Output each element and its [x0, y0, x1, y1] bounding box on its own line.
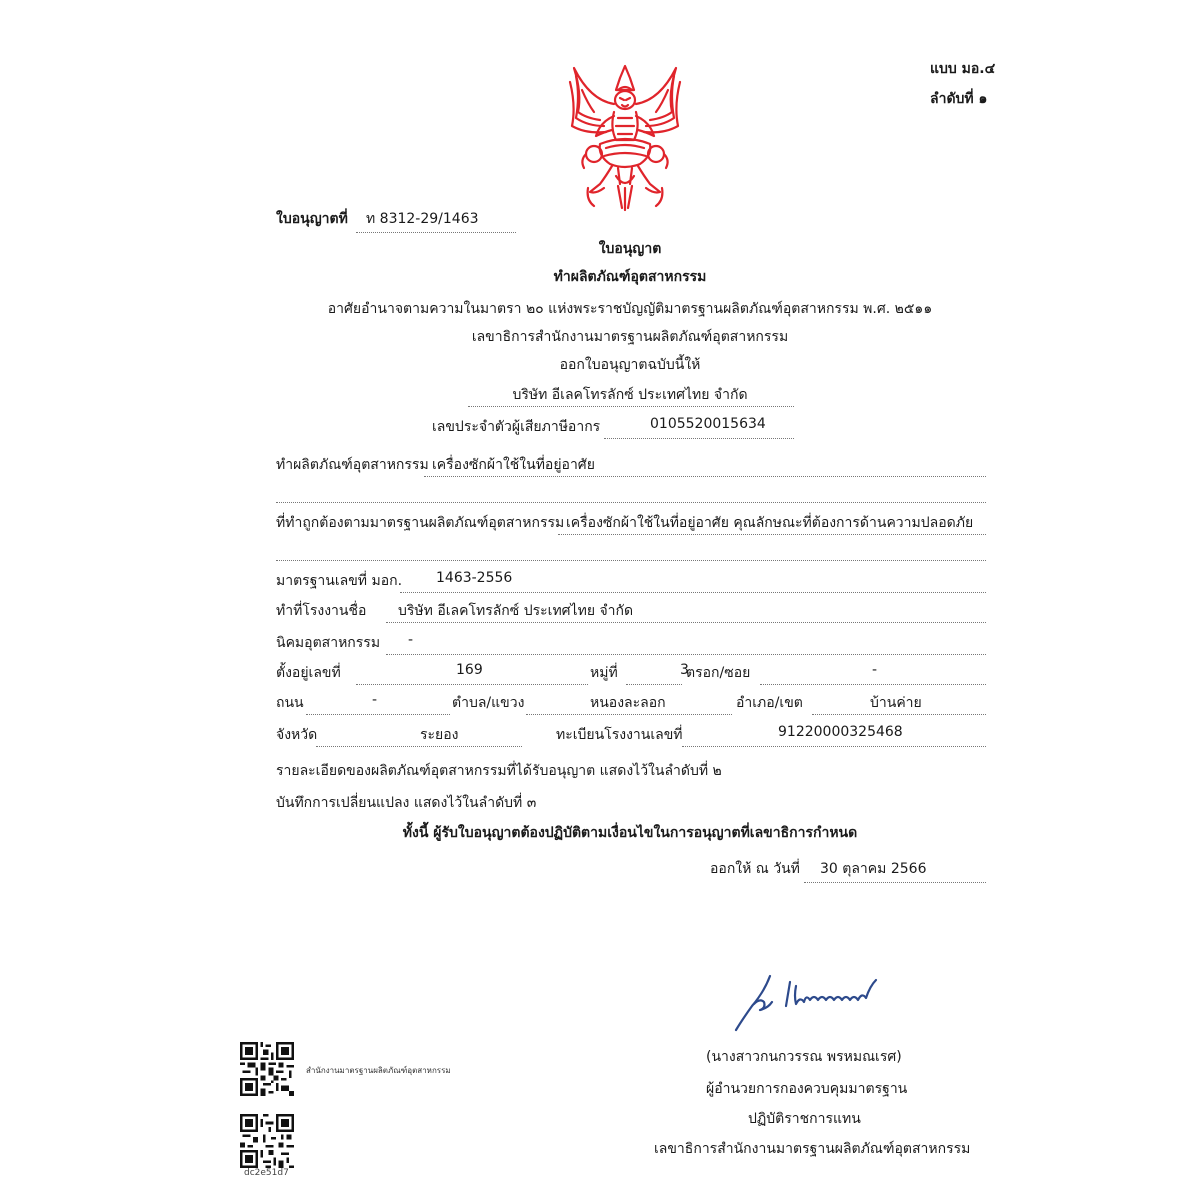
soi-dotline	[760, 684, 986, 685]
soi-label: ตรอก/ซอย	[686, 665, 751, 681]
address-no-label: ตั้งอยู่เลขที่	[276, 665, 341, 681]
issued-value: 30 ตุลาคม 2566	[820, 861, 927, 877]
factory-value: บริษัท อีเลคโทรลักซ์ ประเทศไทย จำกัด	[398, 603, 634, 619]
garuda-emblem-icon	[560, 60, 690, 212]
signatory-position: ผู้อำนวยการกองควบคุมมาตรฐาน	[706, 1081, 908, 1097]
product-value: เครื่องซักผ้าใช้ในที่อยู่อาศัย	[432, 457, 595, 473]
standard-text-label: ที่ทำถูกต้องตามมาตรฐานผลิตภัณฑ์อุตสาหกรรม	[276, 515, 565, 531]
factory-reg-label: ทะเบียนโรงงานเลขที่	[556, 727, 683, 743]
product-dotline-1	[424, 476, 986, 477]
sequence-label: ลำดับที่ ๑	[930, 91, 988, 107]
road-label: ถนน	[276, 695, 304, 711]
product-label: ทำผลิตภัณฑ์อุตสาหกรรม	[276, 457, 429, 473]
standard-text-dotline-1	[558, 534, 986, 535]
province-value: ระยอง	[420, 727, 459, 743]
factory-dotline	[386, 622, 986, 623]
tax-id-value: 0105520015634	[650, 416, 766, 432]
qr-office-label: สำนักงานมาตรฐานผลิตภัณฑ์อุตสาหกรรม	[306, 1066, 451, 1075]
tambon-label: ตำบล/แขวง	[452, 695, 525, 711]
standard-no-label: มาตรฐานเลขที่ มอก.	[276, 573, 403, 589]
road-value: -	[372, 692, 378, 708]
standard-text-dotline-2	[276, 560, 986, 561]
tax-id-dotline	[604, 438, 794, 439]
estate-label: นิคมอุตสาหกรรม	[276, 635, 381, 651]
signature-icon	[730, 972, 890, 1034]
condition-text: ทั้งนี้ ผู้รับใบอนุญาตต้องปฏิบัติตามเงื่อนไขในการอนุญาตที่เลขาธิการกำหนด	[402, 825, 858, 841]
license-number-value: ท 8312-29/1463	[366, 211, 479, 227]
qr-code-icon[interactable]	[240, 1114, 294, 1168]
license-subtitle: ทำผลิตภัณฑ์อุตสาหกรรม	[553, 269, 707, 285]
estate-value: -	[408, 632, 414, 648]
form-code: แบบ มอ.๔	[930, 61, 996, 77]
issue-to-line: ออกใบอนุญาตฉบับนี้ให้	[559, 357, 701, 373]
standard-no-value: 1463-2556	[436, 570, 513, 586]
company-name: บริษัท อีเลคโทรลักซ์ ประเทศไทย จำกัด	[512, 387, 748, 403]
authority-line: อาศัยอำนาจตามความในมาตรา ๒๐ แห่งพระราชบัญญัติมาตรฐานผลิตภัณฑ์อุตสาหกรรม พ.ศ. ๒๕๑๑	[327, 301, 933, 317]
detail-note: รายละเอียดของผลิตภัณฑ์อุตสาหกรรมที่ได้รับอนุญาต แสดงไว้ในลำดับที่ ๒	[276, 763, 722, 779]
company-dotline	[468, 406, 794, 407]
tambon-value: หนองละลอก	[590, 695, 666, 711]
issued-dotline	[804, 882, 986, 883]
qr-code-label: dc2e51d7	[244, 1168, 289, 1178]
province-label: จังหวัด	[276, 727, 318, 743]
soi-value: -	[872, 662, 878, 678]
moo-dotline	[626, 684, 682, 685]
moo-value: 3	[680, 662, 689, 678]
province-dotline	[316, 746, 522, 747]
qr-code-icon[interactable]	[240, 1042, 294, 1096]
license-title: ใบอนุญาต	[598, 241, 662, 257]
issued-label: ออกให้ ณ วันที่	[710, 861, 800, 877]
moo-label: หมู่ที่	[590, 665, 618, 681]
amphoe-label: อำเภอ/เขต	[736, 695, 803, 711]
standard-text-value: เครื่องซักผ้าใช้ในที่อยู่อาศัย คุณลักษณะที่ต้องการด้านความปลอดภัย	[566, 515, 974, 531]
factory-reg-value: 91220000325468	[778, 724, 903, 740]
tambon-dotline	[526, 714, 732, 715]
acting-label: ปฏิบัติราชการแทน	[748, 1111, 861, 1127]
standard-no-dotline	[400, 592, 986, 593]
signatory-name: (นางสาวกนกวรรณ พรหมณเรศ)	[706, 1049, 902, 1065]
tax-id-label: เลขประจำตัวผู้เสียภาษีอากร	[432, 419, 601, 435]
change-note: บันทึกการเปลี่ยนแปลง แสดงไว้ในลำดับที่ ๓	[276, 795, 537, 811]
amphoe-dotline	[812, 714, 986, 715]
factory-label: ทำที่โรงงานชื่อ	[276, 603, 367, 619]
factory-reg-dotline	[682, 746, 986, 747]
estate-dotline	[386, 654, 986, 655]
road-dotline	[306, 714, 450, 715]
address-no-value: 169	[456, 662, 483, 678]
license-number-dotline	[356, 232, 516, 233]
product-dotline-2	[276, 502, 986, 503]
issuer-line: เลขาธิการสำนักงานมาตรฐานผลิตภัณฑ์อุตสาหกรรม	[471, 329, 789, 345]
address-no-dotline	[356, 684, 588, 685]
license-number-label: ใบอนุญาตที่	[276, 211, 348, 227]
signatory-office: เลขาธิการสำนักงานมาตรฐานผลิตภัณฑ์อุตสาหกรรม	[654, 1141, 971, 1157]
amphoe-value: บ้านค่าย	[870, 695, 922, 711]
